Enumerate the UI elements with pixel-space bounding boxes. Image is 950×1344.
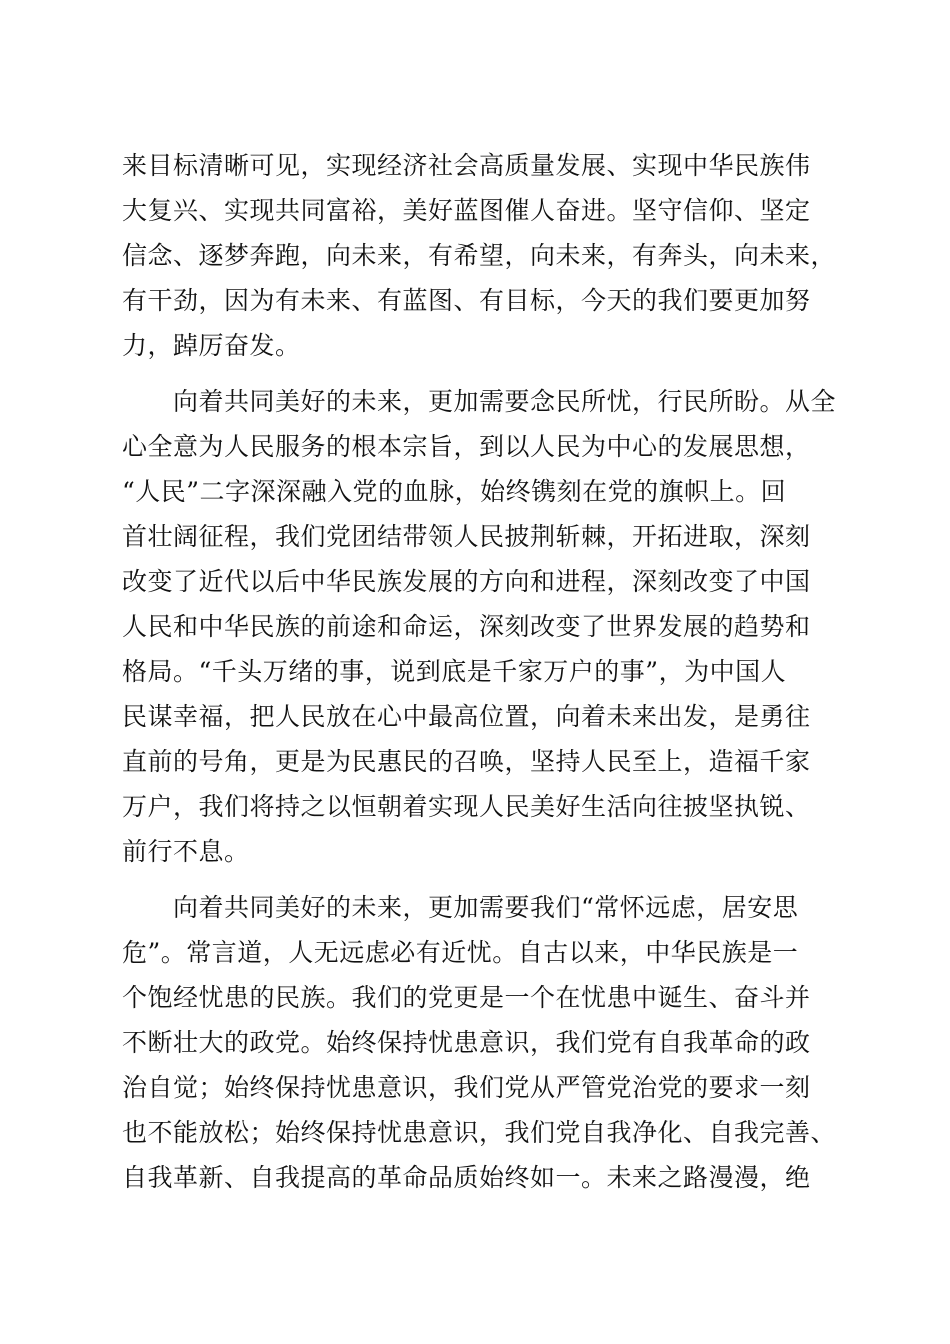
- text-line: 前行不息。: [122, 837, 250, 866]
- text-line: 危”。常言道，人无远虑必有近忧。自古以来，中华民族是一: [122, 938, 799, 967]
- text-line: 向着共同美好的未来，更加需要我们“常怀远虑，居安思: [122, 893, 799, 922]
- text-line: 不断壮大的政党。始终保持忧患意识，我们党有自我革命的政: [122, 1028, 811, 1057]
- text-line: 力，踔厉奋发。: [122, 331, 301, 360]
- text-line: 信念、逐梦奔跑，向未来，有希望，向未来，有奔头，向未来，: [122, 241, 837, 270]
- document-body: [122, 143, 852, 1200]
- text-line: “人民”二字深深融入党的血脉，始终镌刻在党的旗帜上。回: [122, 477, 787, 506]
- text-line: 个饱经忧患的民族。我们的党更是一个在忧患中诞生、奋斗并: [122, 983, 811, 1012]
- text-line: 治自觉；始终保持忧患意识，我们党从严管党治党的要求一刻: [122, 1073, 811, 1102]
- text-line: 向着共同美好的未来，更加需要念民所忧，行民所盼。从全: [122, 387, 837, 416]
- text-line: 万户，我们将持之以恒朝着实现人民美好生活向往披坚执锐、: [122, 792, 811, 821]
- text-line: 人民和中华民族的前途和命运，深刻改变了世界发展的趋势和: [122, 612, 811, 641]
- text-line: 改变了近代以后中华民族发展的方向和进程，深刻改变了中国: [122, 567, 811, 596]
- text-line: 民谋幸福，把人民放在心中最高位置，向着未来出发，是勇往: [122, 702, 811, 731]
- text-line: 心全意为人民服务的根本宗旨，到以人民为中心的发展思想，: [122, 432, 811, 461]
- text-line: 来目标清晰可见，实现经济社会高质量发展、实现中华民族伟: [122, 151, 811, 180]
- paragraph-2: [122, 379, 852, 874]
- paragraph-spacing: [122, 874, 852, 885]
- text-line: 直前的号角，更是为民惠民的召唤，坚持人民至上，造福千家: [122, 747, 811, 776]
- paragraph-spacing: [122, 368, 852, 379]
- text-line: 有干劲，因为有未来、有蓝图、有目标，今天的我们要更加努: [122, 286, 811, 315]
- text-line: 也不能放松；始终保持忧患意识，我们党自我净化、自我完善、: [122, 1118, 837, 1147]
- text-line: 格局。“千头万绪的事，说到底是千家万户的事”，为中国人: [122, 657, 787, 686]
- text-line: 自我革新、自我提高的革命品质始终如一。未来之路漫漫，绝: [122, 1163, 811, 1192]
- text-line: 大复兴、实现共同富裕，美好蓝图催人奋进。坚守信仰、坚定: [122, 196, 811, 225]
- paragraph-3: [122, 885, 852, 1200]
- text-line: 首壮阔征程，我们党团结带领人民披荆斩棘，开拓进取，深刻: [122, 522, 811, 551]
- paragraph-1: [122, 143, 852, 368]
